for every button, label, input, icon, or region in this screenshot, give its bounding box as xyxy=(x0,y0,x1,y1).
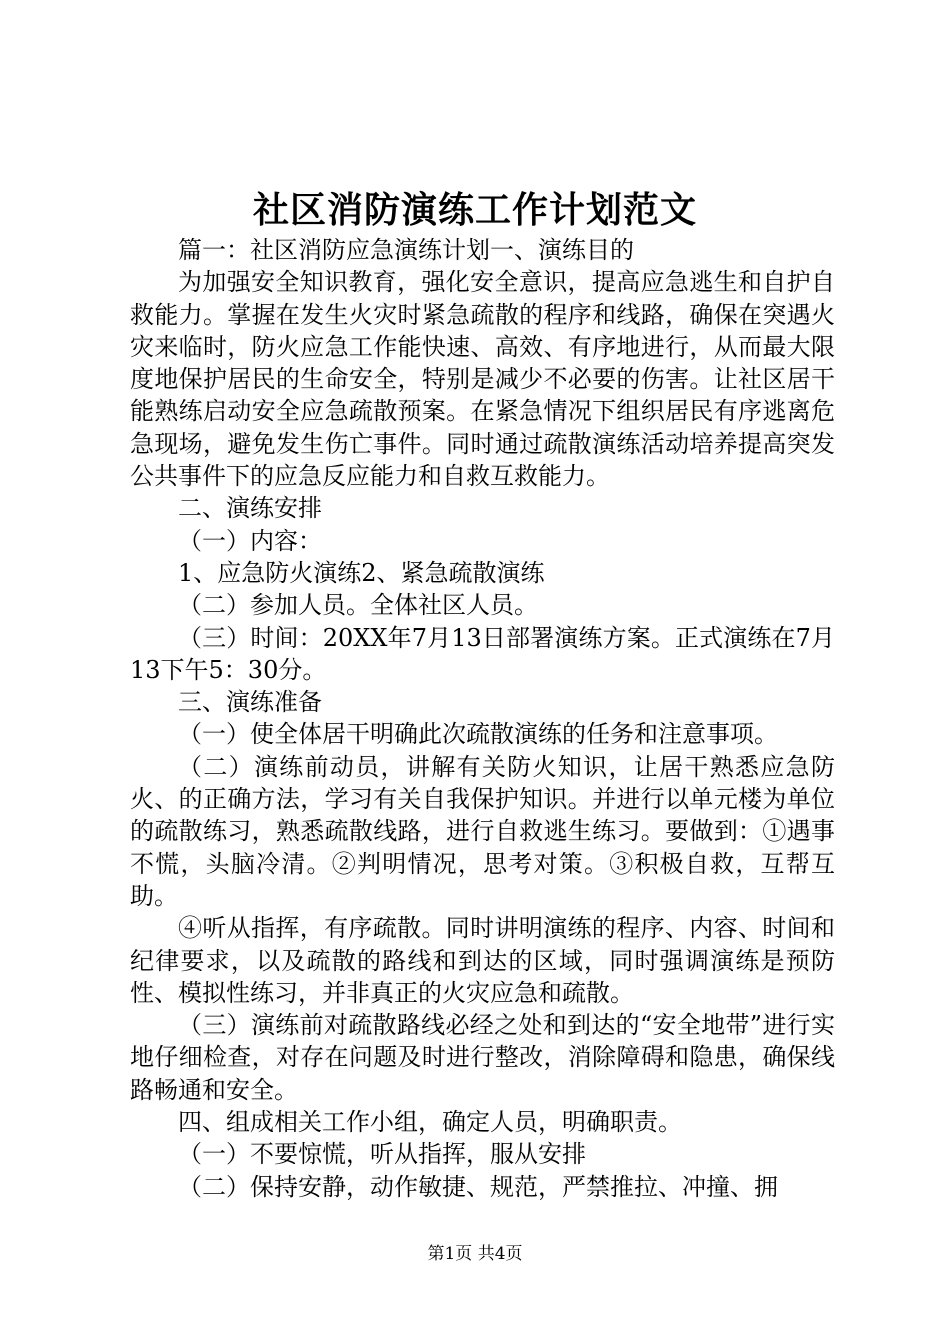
paragraph: （一）使全体居干明确此次疏散演练的任务和注意事项。 xyxy=(178,720,778,749)
document-title: 社区消防演练工作计划范文 xyxy=(252,189,697,231)
paragraph: （二）参加人员。全体社区人员。 xyxy=(178,591,538,620)
paragraph: （一）内容： xyxy=(178,526,322,555)
paragraph: 1、应急防火演练2、紧急疏散演练 xyxy=(178,558,545,587)
paragraph: （三）演练前对疏散路线必经之处和到达的“安全地带”进行实地仔细检查，对存在问题及时进行整改，消除障碍和隐患，确保线路畅通和安全。 xyxy=(130,1011,835,1104)
paragraph: 二、演练安排 xyxy=(178,494,322,523)
paragraph: （二）演练前动员，讲解有关防火知识，让居干熟悉应急防火、的正确方法，学习有关自我保护知识。并进行以单元楼为单位的疏散练习，熟悉疏散线路，进行自救逃生练习。要做到：①遇事不慌，头脑冷清。②判明情况，思考对策。③积极自救，互帮互助。 xyxy=(130,752,835,910)
page-footer: 第1页 共4页 xyxy=(427,1244,523,1264)
paragraph: 为加强安全知识教育，强化安全意识，提高应急逃生和自护自救能力。掌握在发生火灾时紧急疏散的程序和线路，确保在突遇火灾来临时，防火应急工作能快速、高效、有序地进行，从而最大限度地保护居民的生命安全，特别是减少不必要的伤害。让社区居干能熟练启动安全应急疏散预案。在紧急情况下组织居民有序逃离危急现场，避免发生伤亡事件。同时通过疏散演练活动培养提高突发公共事件下的应急反应能力和自救互救能力。 xyxy=(130,268,835,491)
paragraph: （三）时间：20XX年7月13日部署演练方案。正式演练在7月13下午5：30分。 xyxy=(130,623,835,684)
paragraph: 篇一：社区消防应急演练计划一、演练目的 xyxy=(178,236,634,264)
paragraph: （二）保持安静，动作敏捷、规范，严禁推拉、冲撞、拥 xyxy=(178,1172,778,1201)
document-body xyxy=(130,234,835,1203)
paragraph: 三、演练准备 xyxy=(178,688,322,717)
paragraph: ④听从指挥，有序疏散。同时讲明演练的程序、内容、时间和纪律要求，以及疏散的路线和到达的区域，同时强调演练是预防性、模拟性练习，并非真正的火灾应急和疏散。 xyxy=(130,914,835,1007)
paragraph: （一）不要惊慌，听从指挥，服从安排 xyxy=(178,1140,586,1169)
paragraph: 四、组成相关工作小组，确定人员，明确职责。 xyxy=(178,1108,682,1137)
